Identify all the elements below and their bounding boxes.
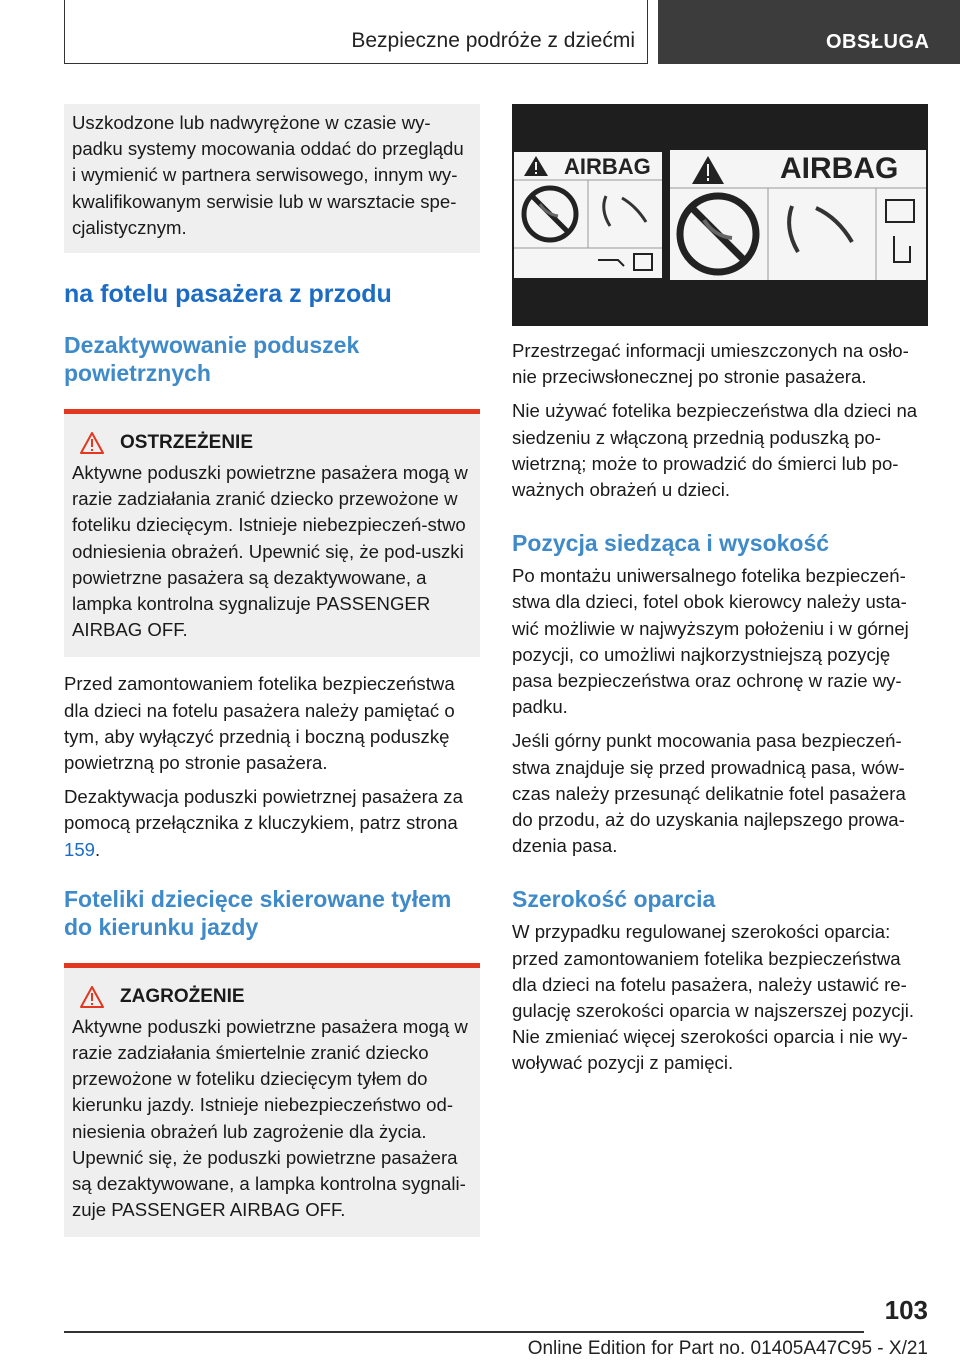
section-header — [64, 0, 648, 64]
airbag-label-small-text: AIRBAG — [564, 154, 651, 179]
chapter-title: OBSŁUGA — [826, 31, 930, 53]
page-link-159[interactable]: 159 — [64, 838, 96, 860]
right-column — [512, 338, 928, 1085]
left-column — [64, 104, 480, 1237]
section-title: Bezpieczne podróże z dziećmi — [351, 29, 635, 52]
airbag-label-large-text: AIRBAG — [780, 152, 899, 185]
paragraph-no-active-airbag: Nie używać fotelika bezpieczeństwa dla dzieci na siedzeniu z włączoną przednią poduszką po-wietrzną; może to prowadzić do śmierci lub po-ważnych obrażeń u dzieci. — [512, 400, 918, 501]
heading-front-passenger: na fotelu pasażera z przodu — [64, 280, 392, 309]
warning-text-1: Aktywne poduszki powietrzne pasażera mogą w razie zadziałania zranić dziecko przewożone w foteliku dziecięcym. Istnieje niebezpieczeń-stwo odniesienia obrażeń. Upewnić się, że pod-uszki powietrzne pasażera są dezaktywowane, a lampka kontrolna sygnalizuje PASSENGER AIRBAG OFF. — [72, 462, 468, 641]
edition-footer: Online Edition for Part no. 01405A47C95 - X/21 — [527, 1338, 928, 1359]
paragraph-backrest-width: W przypadku regulowanej szerokości oparcia: przed zamontowaniem fotelika bezpieczeństwa dla dzieci na fotelu pasażera, należy ustawić re-gulację szerokości oparcia w najszerszej pozycji. Nie zmieniać więcej szerokości oparcia i nie wy-woływać pozycji z pamięci. — [512, 921, 914, 1074]
intro-note-box — [64, 104, 480, 253]
footer-divider — [64, 1331, 864, 1333]
heading-deactivate-airbags: Dezaktywowanie poduszek powietrznych — [64, 332, 360, 387]
airbag-label-small — [514, 152, 662, 278]
intro-note-text: Uszkodzone lub nadwyrężone w czasie wy-padku systemy mocowania oddać do przeglądu i wymienić w partnera serwisowego, innym wy-kwalifikowanym serwisie lub w warsztacie spe-cjalistycznym. — [72, 112, 464, 238]
page-number: 103 — [884, 1295, 928, 1325]
paragraph-seat-position: Po montażu uniwersalnego fotelika bezpieczeń-stwa dla dzieci, fotel obok kierowcy należy usta-wić możliwie w najwyższym położeniu i w górnej pozycji, co umożliwi najkorzystniejszą pozycję pasa bezpieczeństwa oraz ochronę w razie wy-padku. — [512, 565, 909, 718]
warning-title-1: OSTRZEŻENIE — [120, 432, 254, 454]
warning-box-1 — [64, 409, 480, 657]
warning-box-2 — [64, 963, 480, 1238]
danger-triangle-icon — [80, 986, 104, 1008]
paragraph-sun-visor: Przestrzegać informacji umieszczonych na osło-nie przeciwsłonecznej po stronie pasażera. — [512, 340, 909, 388]
warning-title-2: ZAGROŻENIE — [120, 985, 245, 1007]
airbag-label-photo — [512, 104, 928, 326]
paragraph-belt-guide: Jeśli górny punkt mocowania pasa bezpieczeń-stwa znajduje się przed prowadnicą pasa, wów-czas należy przesunąć delikatnie fotel pasażera do przodu, aż do uzyskania najlepszego prowa-dzenia pasa. — [512, 730, 906, 857]
warning-text-2: Aktywne poduszki powietrzne pasażera mogą w razie zadziałania śmiertelnie zranić dziecko przewożone w foteliku dziecięcym tyłem do kierunku jazdy. Istnieje niebezpieczeństwo od-niesienia obrażeń lub zagrożenie dla życia. Upewnić się, że poduszki powietrzne pasażera są dezaktywowane, a lampka kontrolna sygnali-zuje PASSENGER AIRBAG OFF. — [72, 1015, 468, 1221]
chapter-tab — [658, 0, 960, 64]
heading-seat-position: Pozycja siedząca i wysokość — [512, 530, 830, 557]
heading-backrest-width: Szerokość oparcia — [512, 886, 716, 913]
heading-rear-facing-seats: Foteliki dziecięce skierowane tyłem do kierunku jazdy — [64, 885, 452, 940]
airbag-label-large — [670, 150, 926, 280]
paragraph-before-install: Przed zamontowaniem fotelika bezpieczeństwa dla dzieci na fotelu pasażera należy pamiętać o tym, aby wyłączyć przednią i boczną poduszkę powietrzną po stronie pasażera. — [64, 673, 455, 774]
warning-triangle-icon — [80, 432, 104, 454]
paragraph-key-switch: Dezaktywacja poduszki powietrznej pasażera za pomocą przełącznika z kluczykiem, patrz strona 159. — [64, 786, 463, 860]
